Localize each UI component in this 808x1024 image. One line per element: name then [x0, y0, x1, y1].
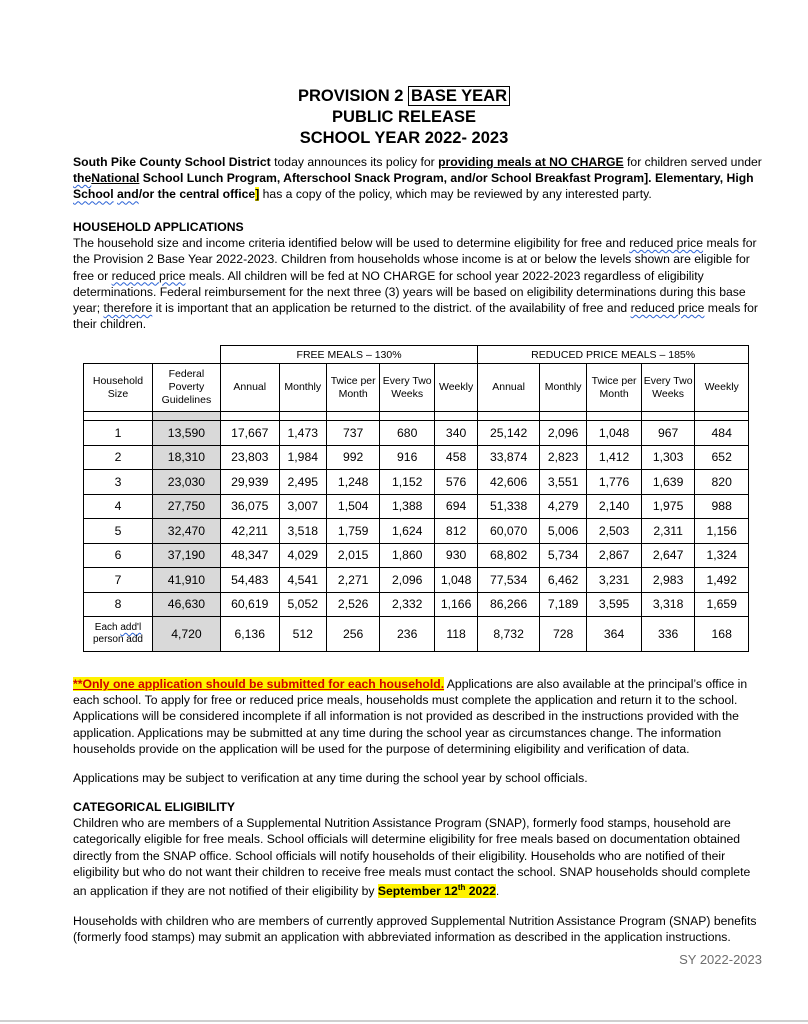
- footer-school-year: SY 2022-2023: [679, 952, 762, 967]
- cell-reduced-annual: 68,802: [478, 543, 540, 568]
- cell-reduced-twice: 1,412: [587, 445, 642, 470]
- header-free-weekly: Weekly: [434, 364, 477, 412]
- header-household-size: Household Size: [84, 364, 153, 412]
- one-application-notice: **Only one application should be submitted for each household.: [73, 677, 445, 691]
- cell-free-monthly: 512: [279, 617, 326, 652]
- header-reduced-every-two: Every Two Weeks: [641, 364, 695, 412]
- table-row: [84, 445, 749, 470]
- title-line-1: [0, 86, 808, 107]
- header-reduced-annual: Annual: [478, 364, 540, 412]
- spacer-cell: [539, 412, 586, 421]
- cell-free-every-two: 916: [380, 445, 435, 470]
- paragraph-text: Applications are also available at the principal’s office in each school. To apply for free or reduced price meals, households must complete the application and return it to the school. Applications will be considered incomplete if all information is not provided as described in the instructions provided with the application. Applications may be submitted at any time during the school year as circumstances change. The information households provide on the application will be used for the purpose of determining eligibility and verification of data.: [73, 677, 748, 756]
- cell-household-size: 8: [84, 592, 153, 617]
- section-heading: HOUSEHOLD APPLICATIONS: [73, 220, 244, 234]
- cell-free-weekly: 576: [434, 470, 477, 495]
- cell-text: Each: [94, 622, 121, 633]
- cell-reduced-every-two: 967: [641, 421, 695, 446]
- cell-federal-poverty: 41,910: [152, 568, 220, 593]
- cell-household-size: [84, 617, 153, 652]
- table-body: [84, 421, 749, 617]
- cell-reduced-twice: 2,867: [587, 543, 642, 568]
- cell-free-every-two: 1,388: [380, 494, 435, 519]
- snap-paragraph: Households with children who are members of currently approved Supplemental Nutrition Assistance Program (SNAP) benefits (formerly food stamps) may submit an application with abbreviated information as described in the application instructions.: [73, 914, 757, 945]
- cell-household-size: 6: [84, 543, 153, 568]
- title-prefix: PROVISION 2: [297, 87, 404, 105]
- cell-federal-poverty: 4,720: [152, 617, 220, 652]
- cell-free-annual: 17,667: [220, 421, 279, 446]
- cell-reduced-annual: 77,534: [478, 568, 540, 593]
- group-header-free: FREE MEALS – 130%: [220, 346, 477, 364]
- cell-free-every-two: 680: [380, 421, 435, 446]
- cell-free-every-two: 236: [380, 617, 435, 652]
- cell-reduced-annual: 33,874: [478, 445, 540, 470]
- cell-free-every-two: 1,624: [380, 519, 435, 544]
- cell-reduced-every-two: 1,975: [641, 494, 695, 519]
- cell-reduced-twice: 2,503: [587, 519, 642, 544]
- cell-reduced-monthly: 5,006: [539, 519, 586, 544]
- cell-household-size: 3: [84, 470, 153, 495]
- cell-free-monthly: 4,029: [279, 543, 326, 568]
- paragraph-text: meals for their children.: [73, 301, 758, 332]
- paragraph-text: meals for the Provision 2 Base Year 2022-2023. Children from households whose income is at or below the levels shown are eligible for free or: [73, 236, 757, 283]
- cell-reduced-every-two: 336: [641, 617, 695, 652]
- cell-household-size: 1: [84, 421, 153, 446]
- cell-free-annual: 23,803: [220, 445, 279, 470]
- deadline-date: [378, 884, 496, 898]
- table-row: [84, 519, 749, 544]
- cell-reduced-monthly: 6,462: [539, 568, 586, 593]
- table-row: [84, 543, 749, 568]
- paragraph-text: reduced price: [630, 301, 705, 316]
- spacer-cell: [152, 412, 220, 421]
- cell-reduced-annual: 42,606: [478, 470, 540, 495]
- cell-reduced-monthly: 5,734: [539, 543, 586, 568]
- cell-federal-poverty: 37,190: [152, 543, 220, 568]
- cell-reduced-monthly: 2,096: [539, 421, 586, 446]
- header-free-annual: Annual: [220, 364, 279, 412]
- cell-reduced-twice: 1,776: [587, 470, 642, 495]
- intro-text: and: [117, 187, 139, 202]
- paragraph-text: therefore: [103, 301, 153, 316]
- cell-free-annual: 29,939: [220, 470, 279, 495]
- paragraph-text: The household size and income criteria identified below will be used to determine eligibility for free and: [73, 236, 630, 251]
- cell-reduced-weekly: 1,324: [695, 543, 749, 568]
- cell-reduced-monthly: 4,279: [539, 494, 586, 519]
- title-line-3: SCHOOL YEAR 2022- 2023: [299, 129, 509, 147]
- header-reduced-monthly: Monthly: [539, 364, 586, 412]
- cell-free-every-two: 1,152: [380, 470, 435, 495]
- table-row: [84, 470, 749, 495]
- header-free-twice: Twice per Month: [326, 364, 380, 412]
- spacer-cell: [279, 412, 326, 421]
- date-text: September 12: [377, 884, 458, 899]
- cell-free-every-two: 1,860: [380, 543, 435, 568]
- date-suffix: th: [457, 883, 466, 893]
- cell-free-annual: 60,619: [220, 592, 279, 617]
- spacer-cell: [587, 412, 642, 421]
- spacer-cell: [695, 412, 749, 421]
- cell-household-size: 2: [84, 445, 153, 470]
- cell-free-annual: 54,483: [220, 568, 279, 593]
- cell-free-twice: 1,759: [326, 519, 380, 544]
- cell-reduced-weekly: 820: [695, 470, 749, 495]
- cell-reduced-weekly: 652: [695, 445, 749, 470]
- categorical-eligibility-section: [73, 799, 763, 899]
- cell-reduced-every-two: 3,318: [641, 592, 695, 617]
- household-applications-paragraph: [73, 235, 763, 332]
- cell-free-twice: 256: [326, 617, 380, 652]
- cell-free-twice: 2,015: [326, 543, 380, 568]
- spacer-cell: [478, 412, 540, 421]
- paragraph-text: reduced price: [629, 236, 704, 251]
- cell-free-weekly: 812: [434, 519, 477, 544]
- cell-reduced-every-two: 2,983: [641, 568, 695, 593]
- table-row: [84, 494, 749, 519]
- cell-reduced-weekly: 484: [695, 421, 749, 446]
- group-header-reduced: REDUCED PRICE MEALS – 185%: [478, 346, 749, 364]
- intro-text: ]: [255, 187, 260, 202]
- cell-free-monthly: 3,007: [279, 494, 326, 519]
- cell-reduced-annual: 8,732: [478, 617, 540, 652]
- cell-reduced-annual: 86,266: [478, 592, 540, 617]
- cell-free-monthly: 1,473: [279, 421, 326, 446]
- cell-reduced-every-two: 1,639: [641, 470, 695, 495]
- cell-free-weekly: 1,166: [434, 592, 477, 617]
- paragraph-text: reduced price: [111, 268, 186, 283]
- cell-text: person add: [92, 634, 143, 645]
- cell-reduced-annual: 51,338: [478, 494, 540, 519]
- meals-phrase: providing meals at NO CHARGE: [438, 155, 624, 169]
- intro-text: has a copy of the policy, which may be reviewed by any interested party.: [259, 187, 652, 202]
- cell-reduced-weekly: 1,659: [695, 592, 749, 617]
- cell-text: add'l: [120, 622, 142, 633]
- cell-free-weekly: 1,048: [434, 568, 477, 593]
- title-boxed-text: BASE YEAR: [408, 86, 510, 106]
- cell-free-twice: 2,526: [326, 592, 380, 617]
- header-reduced-twice: Twice per Month: [587, 364, 642, 412]
- cell-free-every-two: 2,096: [380, 568, 435, 593]
- cell-free-twice: 992: [326, 445, 380, 470]
- cell-federal-poverty: 32,470: [152, 519, 220, 544]
- income-eligibility-table: [83, 345, 749, 652]
- cell-free-twice: 1,248: [326, 470, 380, 495]
- cell-reduced-monthly: 2,823: [539, 445, 586, 470]
- cell-reduced-twice: 2,140: [587, 494, 642, 519]
- cell-free-twice: 737: [326, 421, 380, 446]
- spacer-cell: [434, 412, 477, 421]
- intro-text: School: [73, 187, 114, 202]
- cell-reduced-monthly: 3,551: [539, 470, 586, 495]
- cell-free-weekly: 458: [434, 445, 477, 470]
- cell-free-every-two: 2,332: [380, 592, 435, 617]
- paragraph-text: .: [495, 884, 500, 899]
- section-heading: CATEGORICAL ELIGIBILITY: [73, 800, 236, 814]
- cell-federal-poverty: 13,590: [152, 421, 220, 446]
- cell-reduced-twice: 3,595: [587, 592, 642, 617]
- cell-federal-poverty: 18,310: [152, 445, 220, 470]
- applications-paragraph: [73, 676, 763, 757]
- page-bottom-divider: [0, 1020, 808, 1022]
- cell-reduced-annual: 60,070: [478, 519, 540, 544]
- spacer-cell: [84, 412, 153, 421]
- categorical-eligibility-paragraph: [73, 815, 763, 899]
- paragraph-text: Children who are members of a Supplemental Nutrition Assistance Program (SNAP), formerly food stamps, household are categorically eligible for free meals. School officials will determine eligibility for free meals based on documentation obtained directly from the SNAP office. School officials will notify households of their eligibility. Households who are notified of their eligibility but who do not want their children to receive free meals must contact the school. SNAP households should complete an application if they are not notified of their eligibility by: [73, 816, 751, 899]
- cell-reduced-twice: 1,048: [587, 421, 642, 446]
- verification-paragraph: Applications may be subject to verification at any time during the school year by school officials.: [73, 771, 588, 785]
- cell-free-monthly: 2,495: [279, 470, 326, 495]
- cell-reduced-weekly: 1,156: [695, 519, 749, 544]
- cell-free-weekly: 340: [434, 421, 477, 446]
- intro-text: /or the central office: [138, 187, 256, 202]
- cell-reduced-every-two: 1,303: [641, 445, 695, 470]
- cell-free-monthly: 5,052: [279, 592, 326, 617]
- cell-federal-poverty: 46,630: [152, 592, 220, 617]
- cell-reduced-monthly: 7,189: [539, 592, 586, 617]
- table-row-additional-person: [84, 617, 749, 652]
- spacer-cell: [220, 412, 279, 421]
- cell-free-annual: 36,075: [220, 494, 279, 519]
- cell-reduced-twice: 3,231: [587, 568, 642, 593]
- cell-free-twice: 2,271: [326, 568, 380, 593]
- cell-free-monthly: 3,518: [279, 519, 326, 544]
- date-text: 2022: [465, 884, 496, 899]
- cell-reduced-annual: 25,142: [478, 421, 540, 446]
- table-row: [84, 568, 749, 593]
- header-free-every-two: Every Two Weeks: [380, 364, 435, 412]
- cell-reduced-weekly: 988: [695, 494, 749, 519]
- title-block: [0, 86, 808, 149]
- cell-free-annual: 6,136: [220, 617, 279, 652]
- table-row: [84, 592, 749, 617]
- cell-free-annual: 42,211: [220, 519, 279, 544]
- intro-text: School Lunch Program, Afterschool Snack Program, and/or School Breakfast Program]. Elementary, High: [139, 171, 754, 186]
- table-row: [84, 421, 749, 446]
- cell-household-size: 5: [84, 519, 153, 544]
- cell-free-weekly: 118: [434, 617, 477, 652]
- district-name: South Pike County School District: [73, 155, 271, 169]
- intro-paragraph: [73, 154, 763, 203]
- cell-free-annual: 48,347: [220, 543, 279, 568]
- cell-reduced-every-two: 2,311: [641, 519, 695, 544]
- household-applications-section: [73, 219, 763, 332]
- spacer-cell: [326, 412, 380, 421]
- table-corner: [84, 346, 221, 364]
- cell-reduced-monthly: 728: [539, 617, 586, 652]
- header-free-monthly: Monthly: [279, 364, 326, 412]
- header-reduced-weekly: Weekly: [695, 364, 749, 412]
- cell-federal-poverty: 23,030: [152, 470, 220, 495]
- intro-text: today announces its policy for: [270, 155, 439, 169]
- cell-free-monthly: 1,984: [279, 445, 326, 470]
- cell-free-weekly: 694: [434, 494, 477, 519]
- title-line-2: PUBLIC RELEASE: [332, 108, 476, 126]
- header-federal-poverty: Federal Poverty Guidelines: [152, 364, 220, 412]
- cell-household-size: 4: [84, 494, 153, 519]
- cell-federal-poverty: 27,750: [152, 494, 220, 519]
- cell-reduced-weekly: 168: [695, 617, 749, 652]
- spacer-cell: [641, 412, 695, 421]
- intro-text: National: [91, 171, 140, 186]
- cell-household-size: 7: [84, 568, 153, 593]
- cell-reduced-weekly: 1,492: [695, 568, 749, 593]
- intro-text: the: [73, 171, 92, 186]
- cell-free-weekly: 930: [434, 543, 477, 568]
- cell-reduced-every-two: 2,647: [641, 543, 695, 568]
- cell-reduced-twice: 364: [587, 617, 642, 652]
- cell-free-monthly: 4,541: [279, 568, 326, 593]
- intro-text: for children served under: [623, 155, 762, 169]
- spacer-cell: [380, 412, 435, 421]
- cell-free-twice: 1,504: [326, 494, 380, 519]
- paragraph-text: it is important that an application be returned to the district. of the availability of free and: [152, 301, 631, 316]
- paragraph-text: meals. All children will be fed at NO CHARGE for school year 2022-2023 regardless of eligibility determinations. Federal reimbursement for the next three (3) years will be based on eligibility determinations during this base year;: [73, 268, 746, 316]
